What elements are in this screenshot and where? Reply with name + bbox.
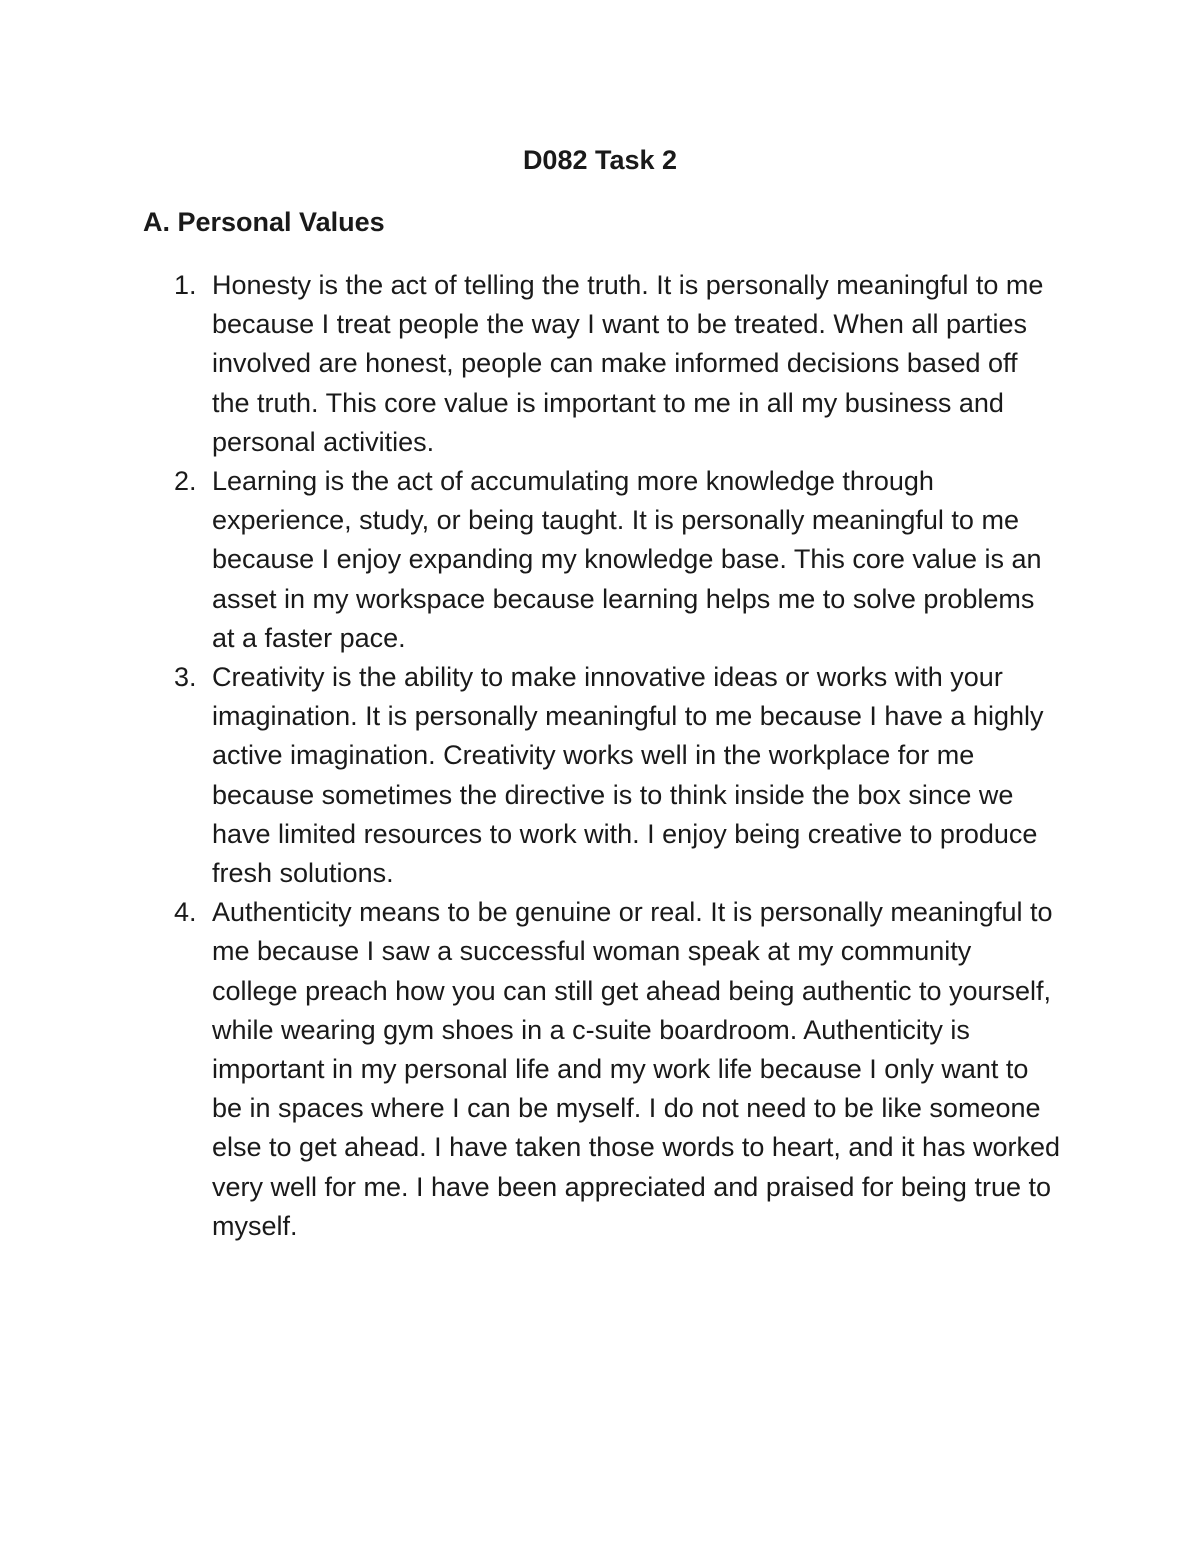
list-item-number: 1. xyxy=(174,270,197,300)
list-item-text: Creativity is the ability to make innovative ideas or works with your imagination. It is personally meaningful to me because I have a highly active imagination. Creativity works well in the workplace for me because sometimes the directive is to think inside the box since we have limited resources to work with. I enjoy being creative to produce fresh solutions. xyxy=(212,662,1044,889)
list-item xyxy=(174,266,1062,462)
list-item-number: 4. xyxy=(174,897,197,928)
section-heading: A. Personal Values xyxy=(143,207,385,237)
list-item-text: Authenticity means to be genuine or real. It is personally meaningful to me because I saw a successful woman speak at my community college preach how you can still get ahead being authentic to yourself, while wearing gym shoes in a c-suite boardroom. Authenticity is important in my personal life and my work life because I only want to be in spaces where I can be myself. I do not need to be like someone else to get ahead. I have taken those words to heart, and it has worked very well for me. I have been appreciated and praised for being true to myself. xyxy=(212,897,1061,1241)
personal-values-list xyxy=(174,266,1062,1246)
list-item-number: 2. xyxy=(174,466,197,497)
list-item-text: Honesty is the act of telling the truth. It is personally meaningful to me because I treat people the way I want to be treated. When all parties involved are honest, people can make informed decisions based off the truth. This core value is important to me in all my business and personal activities. xyxy=(212,270,1044,457)
list-item-text: Learning is the act of accumulating more knowledge through experience, study, or being taught. It is personally meaningful to me because I enjoy expanding my knowledge base. This core value is an asset in my workspace because learning helps me to solve problems at a faster pace. xyxy=(212,466,1042,653)
list-item xyxy=(174,658,1062,893)
list-item-number: 3. xyxy=(174,662,197,693)
list-item xyxy=(174,462,1062,658)
list-item xyxy=(174,893,1062,1246)
document-title: D082 Task 2 xyxy=(522,145,678,175)
